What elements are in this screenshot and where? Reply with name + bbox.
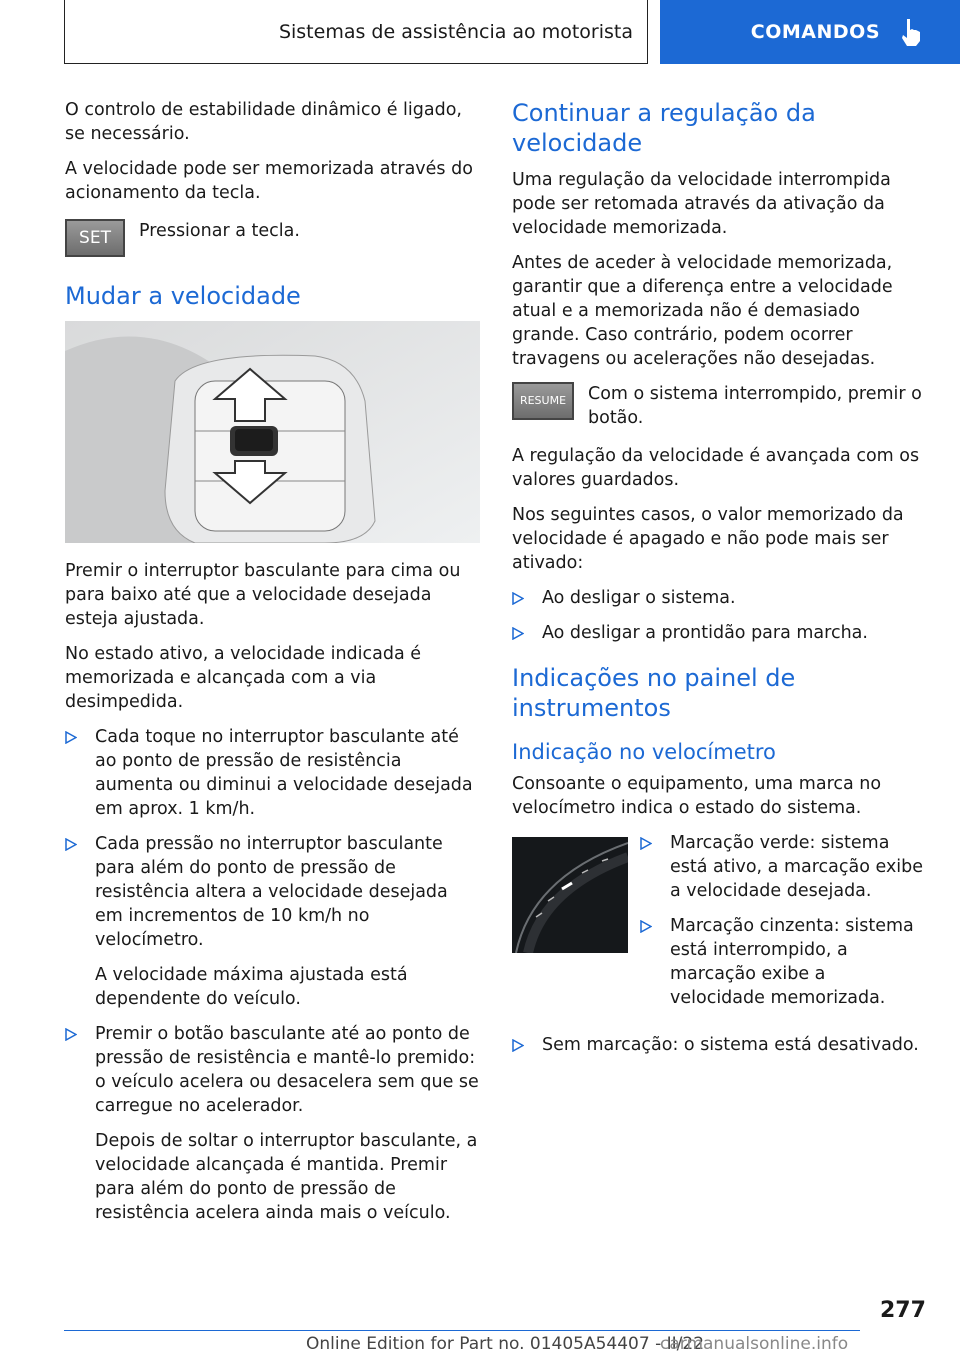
chapter-tab[interactable] [660, 0, 960, 64]
bullet-text: Marcação verde: sistema está ativo, a marcação exibe a velocidade desejada. [670, 833, 924, 901]
bullet-list [512, 586, 924, 645]
set-key-row [65, 219, 480, 257]
speedometer-bullet-list [640, 831, 924, 1021]
bullet-list [512, 1033, 924, 1057]
bullet-text: Cada toque no interruptor basculante até ao ponto de pressão de resistência aumenta ou diminui a velocidade desejada em aprox. 1 km/h. [95, 727, 473, 819]
bullet-text: Ao desligar o sistema. [542, 588, 736, 608]
list-item [65, 725, 480, 821]
page-number: 277 [880, 1298, 926, 1323]
bullet-text: Cada pressão no interruptor basculante para além do ponto de pressão de resistência altera a velocidade desejada em incrementos de 10 km/h no velocímetro. [95, 834, 448, 950]
paragraph: A regulação da velocidade é avançada com os valores guardados. [512, 446, 920, 490]
footer-divider [64, 1330, 860, 1331]
triangle-bullet-icon [512, 592, 524, 605]
resume-key-row [512, 382, 924, 430]
paragraph: Nos seguintes casos, o valor memorizado da velocidade é apagado e não pode mais ser ativado: [512, 505, 904, 573]
triangle-bullet-icon [65, 838, 77, 851]
paragraph: Consoante o equipamento, uma marca no velocímetro indica o estado do sistema. [512, 774, 882, 818]
chapter-title: COMANDOS [750, 21, 880, 43]
list-item [512, 586, 924, 610]
paragraph: No estado ativo, a velocidade indicada é memorizada e alcançada com a via desimpedida. [65, 644, 422, 712]
triangle-bullet-icon [640, 920, 652, 933]
heading-continue-speed: Continuar a regulação da velocidade [512, 99, 816, 157]
paragraph: Uma regulação da velocidade interrompida pode ser retomada através da ativação da velocidade memorizada. [512, 170, 891, 238]
section-title: Sistemas de assistência ao motorista [278, 20, 633, 43]
bullet-text: Ao desligar a prontidão para marcha. [542, 623, 868, 643]
heading-speedometer-indication: Indicação no velocímetro [512, 740, 776, 764]
list-item [640, 831, 924, 903]
triangle-bullet-icon [512, 627, 524, 640]
triangle-bullet-icon [640, 837, 652, 850]
bullet-note: A velocidade máxima ajustada está dependente do veículo. [95, 965, 408, 1009]
bullet-text: Sem marcação: o sistema está desativado. [542, 1035, 919, 1055]
heading-change-speed: Mudar a velocidade [65, 282, 301, 310]
list-item [65, 1022, 480, 1225]
resume-key-instruction: Com o sistema interrompido, premir o botão. [588, 384, 922, 428]
left-column [65, 98, 480, 1236]
right-column [512, 98, 924, 1068]
paragraph: A velocidade pode ser memorizada através do acionamento da tecla. [65, 159, 473, 203]
pointing-hand-icon [898, 17, 924, 47]
heading-instrument-indications: Indicações no painel de instrumentos [512, 664, 796, 722]
paragraph: Premir o interruptor basculante para cima ou para baixo até que a velocidade desejada esteja ajustada. [65, 561, 461, 629]
triangle-bullet-icon [65, 1028, 77, 1041]
bullet-text: Marcação cinzenta: sistema está interrompido, a marcação exibe a velocidade memorizada. [670, 916, 914, 1008]
set-button: SET [65, 219, 125, 257]
bullet-note: Depois de soltar o interruptor basculante, a velocidade alcançada é mantida. Premir para além do ponto de pressão de resistência acelera ainda mais o veículo. [95, 1131, 478, 1223]
list-item [640, 914, 924, 1010]
triangle-bullet-icon [512, 1039, 524, 1052]
section-header [64, 0, 648, 64]
speedometer-row [512, 831, 924, 1021]
watermark: carmanualsonline.info [660, 1334, 849, 1354]
steering-wheel-rocker-switch-image [65, 321, 480, 543]
list-item [512, 621, 924, 645]
paragraph: Antes de aceder à velocidade memorizada, garantir que a diferença entre a velocidade atual e a memorizada não é demasiado grande. Caso contrário, podem ocorrer travagens ou acelerações não desejadas. [512, 253, 893, 369]
resume-button: RESUME [512, 382, 574, 420]
speedometer-image [512, 837, 628, 953]
bullet-list [65, 725, 480, 1225]
list-item [512, 1033, 924, 1057]
paragraph: O controlo de estabilidade dinâmico é ligado, se necessário. [65, 100, 462, 144]
edition-text: Online Edition for Part no. 01405A54407 - II/22 [306, 1334, 705, 1354]
triangle-bullet-icon [65, 731, 77, 744]
set-key-instruction: Pressionar a tecla. [139, 221, 300, 241]
list-item [65, 832, 480, 1011]
bullet-text: Premir o botão basculante até ao ponto de pressão de resistência e mantê-lo premido: o veículo acelera ou desacelera sem que se carregue no acelerador. [95, 1024, 479, 1116]
